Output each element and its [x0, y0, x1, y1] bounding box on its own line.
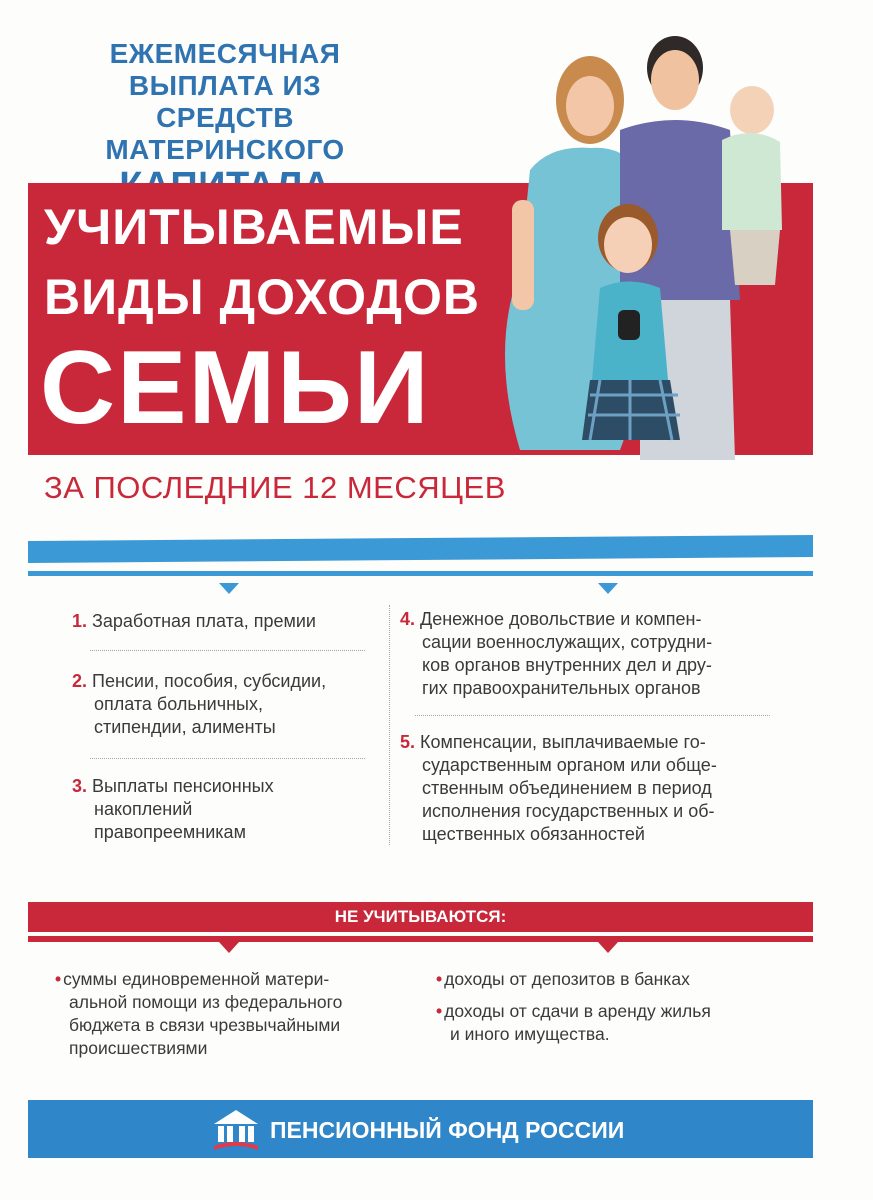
item-text-line-1: Выплаты пенсионных — [92, 776, 274, 796]
item-text-line-2: накоплений — [94, 799, 193, 819]
income-item-3 — [72, 775, 382, 844]
item-text-line-4: гих правоохранительных органов — [422, 678, 701, 698]
item-text-line-3: бюджета в связи чрезвычайными — [69, 1015, 341, 1035]
item-text-line-3: правопреемникам — [94, 822, 246, 842]
item-text-line-2: сации военнослужащих, сотрудни- — [422, 632, 713, 652]
hero-heading-line-1: УЧИТЫВАЕМЫЕ — [44, 199, 464, 255]
divider — [90, 650, 365, 651]
item-number: 1. — [72, 611, 88, 631]
blue-stripe — [28, 535, 813, 583]
bullet-icon: • — [436, 969, 443, 989]
footer-org-name: ПЕНСИОННЫЙ ФОНД РОССИИ — [270, 1117, 625, 1143]
item-number: 2. — [72, 671, 88, 691]
title-line-1: ЕЖЕМЕСЯЧНАЯ — [109, 38, 341, 69]
arrow-down-icon — [219, 942, 239, 953]
item-text-line-1: Денежное довольствие и компен- — [420, 609, 702, 629]
column-divider — [389, 605, 390, 845]
item-text-line-3: ков органов внутренних дел и дру- — [422, 655, 712, 675]
item-number: 4. — [400, 609, 416, 629]
item-number: 3. — [72, 776, 88, 796]
title-line-2: ВЫПЛАТА ИЗ СРЕДСТВ — [128, 70, 322, 133]
item-text-line-2: и иного имущества. — [450, 1024, 610, 1044]
item-text-line-5: щественных обязанностей — [422, 824, 645, 844]
bullet-icon: • — [55, 969, 62, 989]
arrow-down-icon — [598, 942, 618, 953]
item-text: Заработная плата, премии — [92, 611, 316, 631]
not-counted-item-1 — [55, 968, 405, 1060]
bullet-icon: • — [436, 1001, 443, 1021]
hero-heading-line-3: СЕМЬИ — [40, 330, 431, 446]
income-item-1 — [72, 610, 372, 633]
income-item-2 — [72, 670, 382, 739]
income-item-4 — [400, 608, 810, 700]
item-number: 5. — [400, 732, 416, 752]
not-counted-header: НЕ УЧИТЫВАЮТСЯ: — [28, 902, 813, 932]
item-text-line-4: происшествиями — [69, 1038, 208, 1058]
pfr-logo-icon — [212, 1108, 260, 1152]
item-text-line-4: исполнения государственных и об- — [422, 801, 715, 821]
item-text-line-2: сударственным органом или обще- — [422, 755, 717, 775]
item-text-line-1: Компенсации, выплачиваемые го- — [420, 732, 706, 752]
item-text-line-3: стипендии, алименты — [94, 717, 276, 737]
divider — [90, 758, 365, 759]
period-subtitle: ЗА ПОСЛЕДНИЕ 12 МЕСЯЦЕВ — [44, 470, 506, 505]
item-text-line-3: ственным объединением в период — [422, 778, 712, 798]
not-counted-item-2 — [436, 968, 806, 991]
hero-heading-line-2: ВИДЫ ДОХОДОВ — [44, 269, 481, 325]
income-item-5 — [400, 731, 810, 846]
arrow-down-icon — [219, 583, 239, 594]
item-text-line-1: доходы от сдачи в аренду жилья — [444, 1001, 711, 1021]
arrow-down-icon — [598, 583, 618, 594]
item-text-line-1: Пенсии, пособия, субсидии, — [92, 671, 327, 691]
family-photo — [490, 20, 820, 460]
item-text-line-2: оплата больничных, — [94, 694, 263, 714]
title-line-3: МАТЕРИНСКОГО — [105, 134, 345, 165]
page-title — [60, 38, 390, 206]
not-counted-underline — [28, 936, 813, 942]
not-counted-item-3 — [436, 1000, 806, 1046]
item-text-line-2: альной помощи из федерального — [69, 992, 343, 1012]
divider — [415, 715, 770, 716]
item-text-line-1: суммы единовременной матери- — [63, 969, 330, 989]
item-text-line-1: доходы от депозитов в банках — [444, 969, 690, 989]
